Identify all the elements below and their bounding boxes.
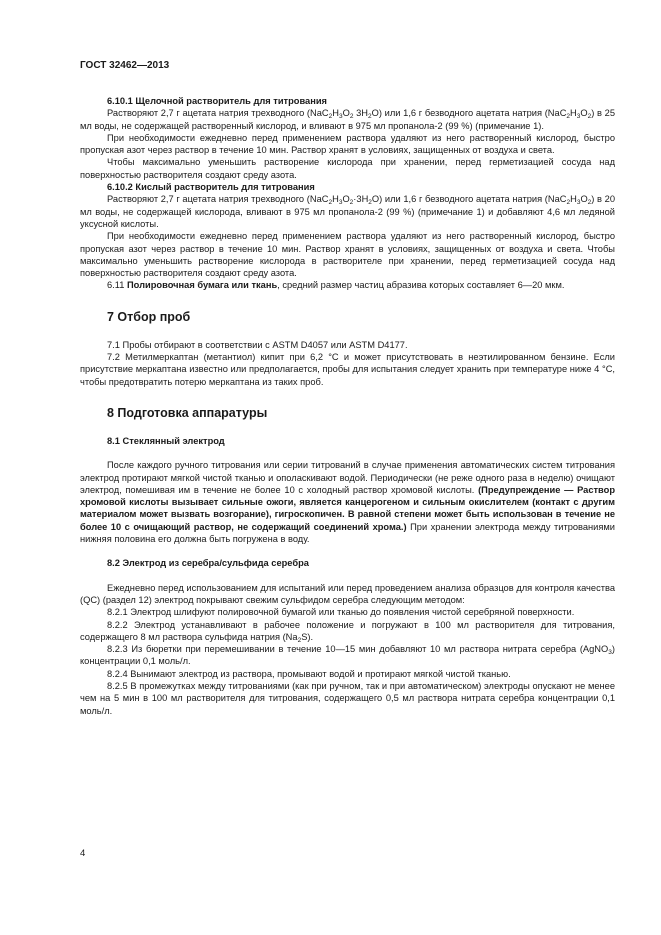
paragraph-8-2: Ежедневно перед использованием для испытаний или перед проведением анализа образцов для контроля качества (QC) (раздел 12) электрод покрывают свежим сульфидом серебра следующим методом: xyxy=(80,582,615,605)
paragraph-7-1: 7.1 Пробы отбирают в соответствии с ASTM D4057 или ASTM D4177. xyxy=(107,339,408,350)
paragraph-8-2-1: 8.2.1 Электрод шлифуют полировочной бумагой или тканью до появления чистой серебряной поверхности. xyxy=(107,607,575,618)
heading-8-1: 8.1 Стеклянный электрод xyxy=(107,435,225,446)
document-body xyxy=(80,95,615,717)
paragraph-8-2-3: 8.2.3 Из бюретки при перемешивании в течение 10—15 мин добавляют 10 мл раствора нитрата серебра (AgNO$_3$) концентрации 0,1 моль/л. xyxy=(80,644,615,667)
paragraph-6-10-2-deoxygenate: При необходимости ежедневно перед применением раствора удаляют из него растворенный кислород, быстро пропуская азот через раствор в течение 10 мин. Раствор хранят в условиях, защищенных от воздуха и света. Чтобы максимально уменьшить растворение кислорода в растворителе при хранении, перед герметизацией сосуда над поверхностью растворителя создают среду азота. xyxy=(80,231,615,279)
paragraph-6-10-2-recipe: Растворяют 2,7 г ацетата натрия трехводного $(NaC_2H_3O_2\cdot 3H_2O)$ или 1,6 г безводного ацетата натрия $(NaC_2H_3O_2)$ в 20 мл воды, не содержащей кислорода, вливают в 975 мл пропанола-2 (99 %) (примечание 1) и добавляют 4,6 мл ледяной уксусной кислоты. xyxy=(80,194,615,229)
paragraph-6-10-1-deoxygenate: При необходимости ежедневно перед применением раствора удаляют из него растворенный кислород, быстро пропуская азот через раствор в течение 10 мин. Раствор хранят в условиях, защищенных от воздуха и света. xyxy=(80,132,615,156)
paragraph-7-2: 7.2 Метилмеркаптан (метантиол) кипит при 6,2 °С и может присутствовать в неэтилированном бензине. Если присутствие меркаптана известно или предполагается, пробы для испытания следует хранить при температуре ниже 4 °С, чтобы предотвратить потерю меркаптана из таких проб. xyxy=(80,352,615,387)
paragraph-6-11: 6.11 Полировочная бумага или ткань, средний размер частиц абразива которых составляет 6—20 мкм. xyxy=(107,280,565,291)
page-number: 4 xyxy=(80,848,86,859)
section-title-7: 7 Отбор проб xyxy=(107,309,191,324)
paragraph-8-2-5: 8.2.5 В промежутках между титрованиями (как при ручном, так и при автоматическом) электроды опускают не менее чем на 5 мин в 100 мл растворителя для титрования, содержащего 0,5 мл раствора нитрата серебра концентрации 0,1 моль/л. xyxy=(80,680,615,716)
heading-8-2: 8.2 Электрод из серебра/сульфида серебра xyxy=(107,558,309,569)
paragraph-8-2-2: 8.2.2 Электрод устанавливают в рабочее положение и погружают в 100 мл растворителя для титрования, содержащего 8 мл раствора сульфида натрия $(Na_2S)$. xyxy=(80,619,615,644)
heading-6-10-2: 6.10.2 Кислый растворитель для титрования xyxy=(107,182,315,193)
warning-text: (Предупреждение — Раствор хромовой кислоты вызывает сильные ожоги, является канцерогеном и сильным окислителем (контакт с другим материалом может вызвать возгорание), гигроскопичен. В равной степени может быть использован в течение не более 10 с очищающий раствор, не содержащий соединений хрома.) xyxy=(80,484,615,532)
section-title-8: 8 Подготовка аппаратуры xyxy=(107,405,268,420)
standard-header: ГОСТ 32462—2013 xyxy=(80,60,170,71)
paragraph-8-2-4: 8.2.4 Вынимают электрод из раствора, промывают водой и протирают мягкой чистой тканью. xyxy=(107,668,511,679)
paragraph-8-1: После каждого ручного титрования или серии титрований в случае применения автоматических систем титрования электрод протирают мягкой чистой тканью и ополаскивают водой. Периодически (не реже одного раза в неделю) очищают электрод, помешивая им в течение не более 10 с холодный раствор хромовой кислоты. (Предупреждение — Раствор хромовой кислоты вызывает сильные ожоги, является канцерогеном и сильным окислителем (контакт с другим материалом может вызвать возгорание), гигроскопичен. В равной степени может быть использован в течение не более 10 с очищающий раствор, не содержащий соединений хрома.) При хранении электрода между титрованиями нижняя половина его должна быть погружена в воду. xyxy=(80,460,615,545)
paragraph-6-10-1-storage: Чтобы максимально уменьшить растворение кислорода при хранении, перед герметизацией сосуда над поверхностью растворителя создают среду азота. xyxy=(80,157,615,180)
heading-6-10-1: 6.10.1 Щелочной растворитель для титрования xyxy=(107,96,327,106)
paragraph-6-10-1-recipe: Растворяют 2,7 г ацетата натрия трехводного ($NaC_2H_3O_2$ $3H_2O$) или 1,6 г безводного ацетата натрия $(NaC_2H_3O_2)$ в 25 мл воды, не содержащей растворенный кислород, и вливают в 975 мл пропанола-2 (99 %) (примечание 1). xyxy=(80,108,615,131)
